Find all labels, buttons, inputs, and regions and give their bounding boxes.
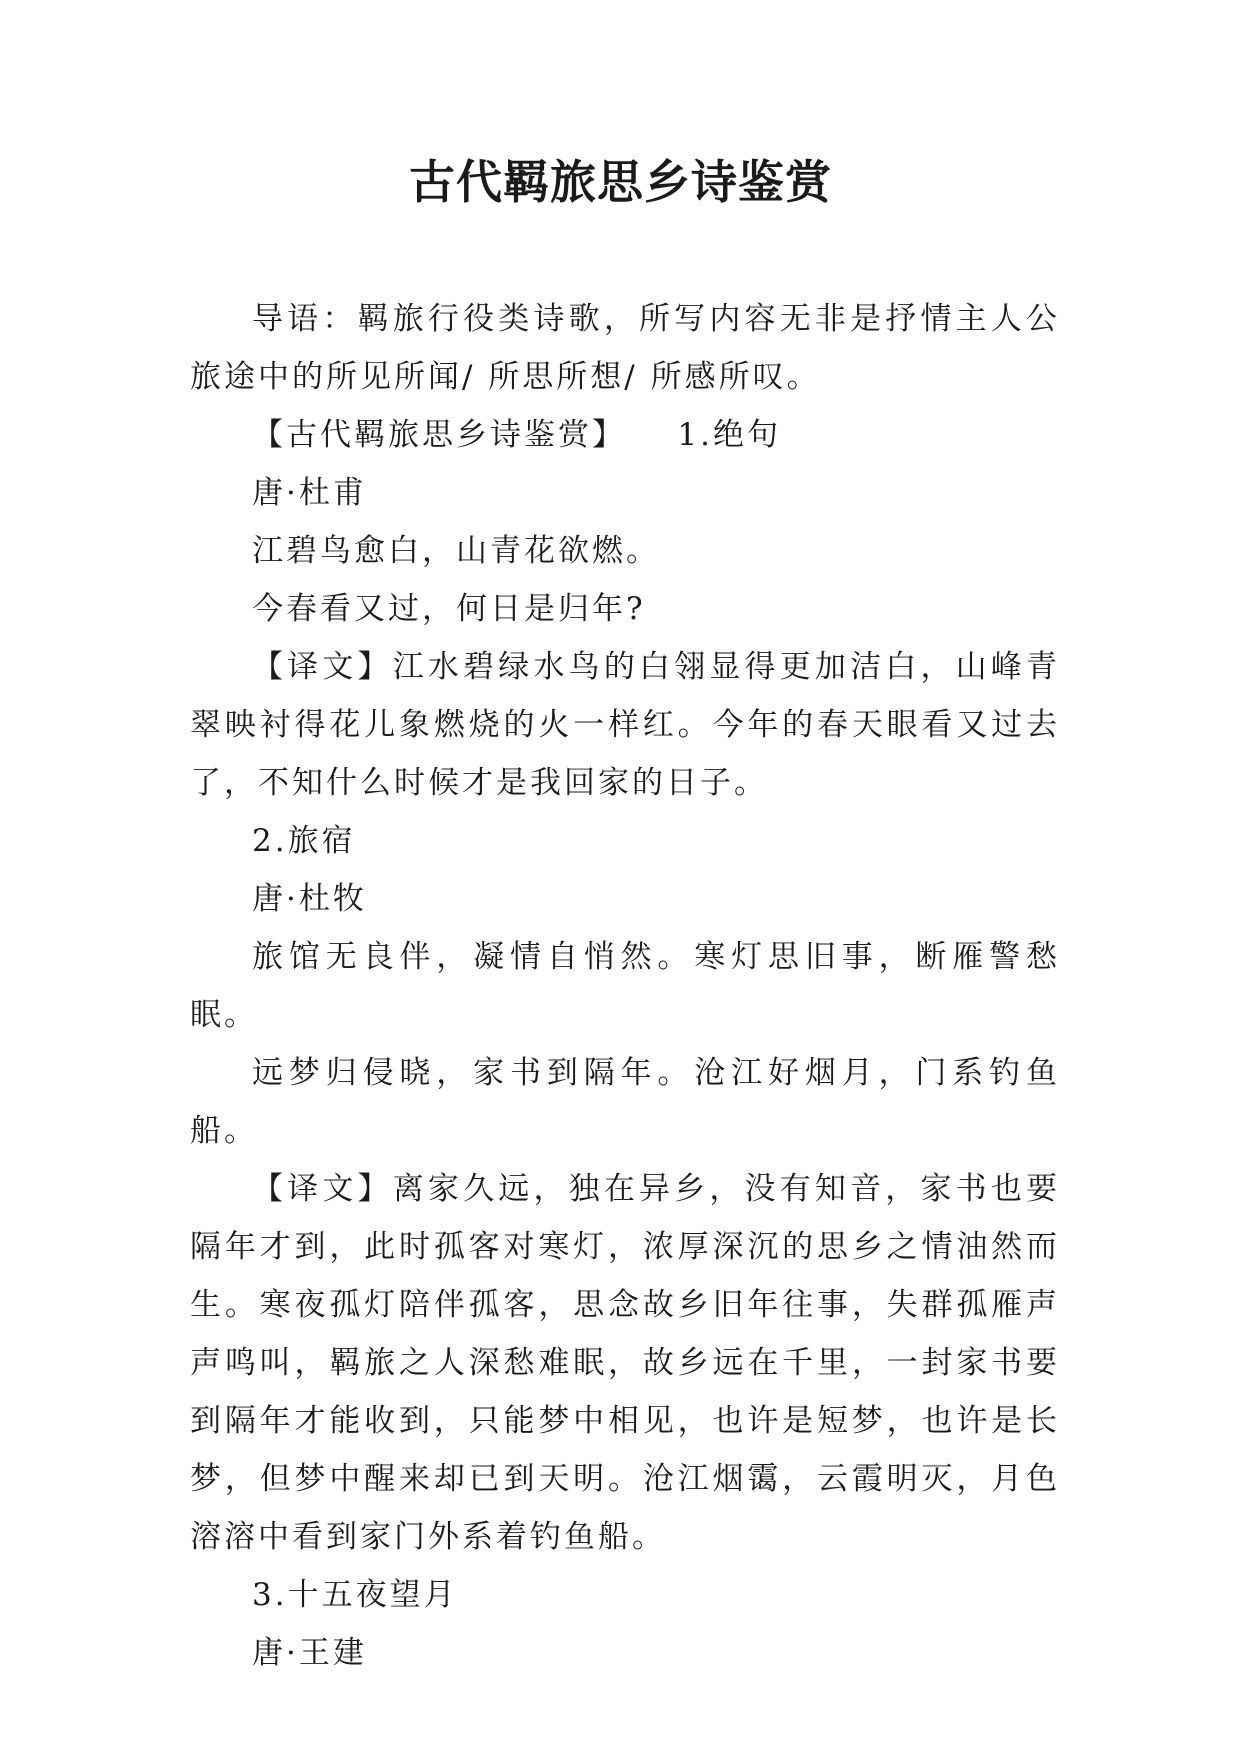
poem-line: 远梦归侵晓，家书到隔年。沧江好烟月，门系钓鱼船。 [190,1055,1060,1149]
poem-author: 唐·杜甫 [252,475,367,511]
translation-paragraph: 【译文】江水碧绿水鸟的白翎显得更加洁白，山峰青翠映衬得花儿象燃烧的火一样红。今年的春天眼看又过去了，不知什么时候才是我回家的日子。 [190,649,1060,801]
translation-paragraph: 【译文】离家久远，独在异乡，没有知音，家书也要隔年才到，此时孤客对寒灯，浓厚深沉的思乡之情油然而生。寒夜孤灯陪伴孤客，思念故乡旧年往事，失群孤雁声声鸣叫，羁旅之人深愁难眠，故乡远在千里，一封家书要到隔年才能收到，只能梦中相见，也许是短梦，也许是长梦，但梦中醒来却已到天明。沧江烟霭，云霞明灭，月色溶溶中看到家门外系着钓鱼船。 [190,1171,1060,1555]
intro-paragraph: 导语：羁旅行役类诗歌，所写内容无非是抒情主人公旅途中的所见所闻/ 所思所想/ 所感所叹。 [190,301,1060,395]
poem-line: 今春看又过，何日是归年? [252,591,646,627]
document-title: 古代羁旅思乡诗鉴赏 [409,155,832,209]
poem-title: 2.旅宿 [252,823,356,859]
document-body [190,290,1060,1682]
poem-author: 唐·杜牧 [252,881,367,917]
poem-title: 3.十五夜望月 [252,1577,458,1613]
poem-author: 唐·王建 [252,1635,367,1671]
poem-line: 江碧鸟愈白，山青花欲燃。 [252,533,660,569]
poem-line: 旅馆无良伴，凝情自悄然。寒灯思旧事，断雁警愁眠。 [190,939,1060,1033]
section-heading: 【古代羁旅思乡诗鉴赏】 1.绝句 [252,417,781,453]
